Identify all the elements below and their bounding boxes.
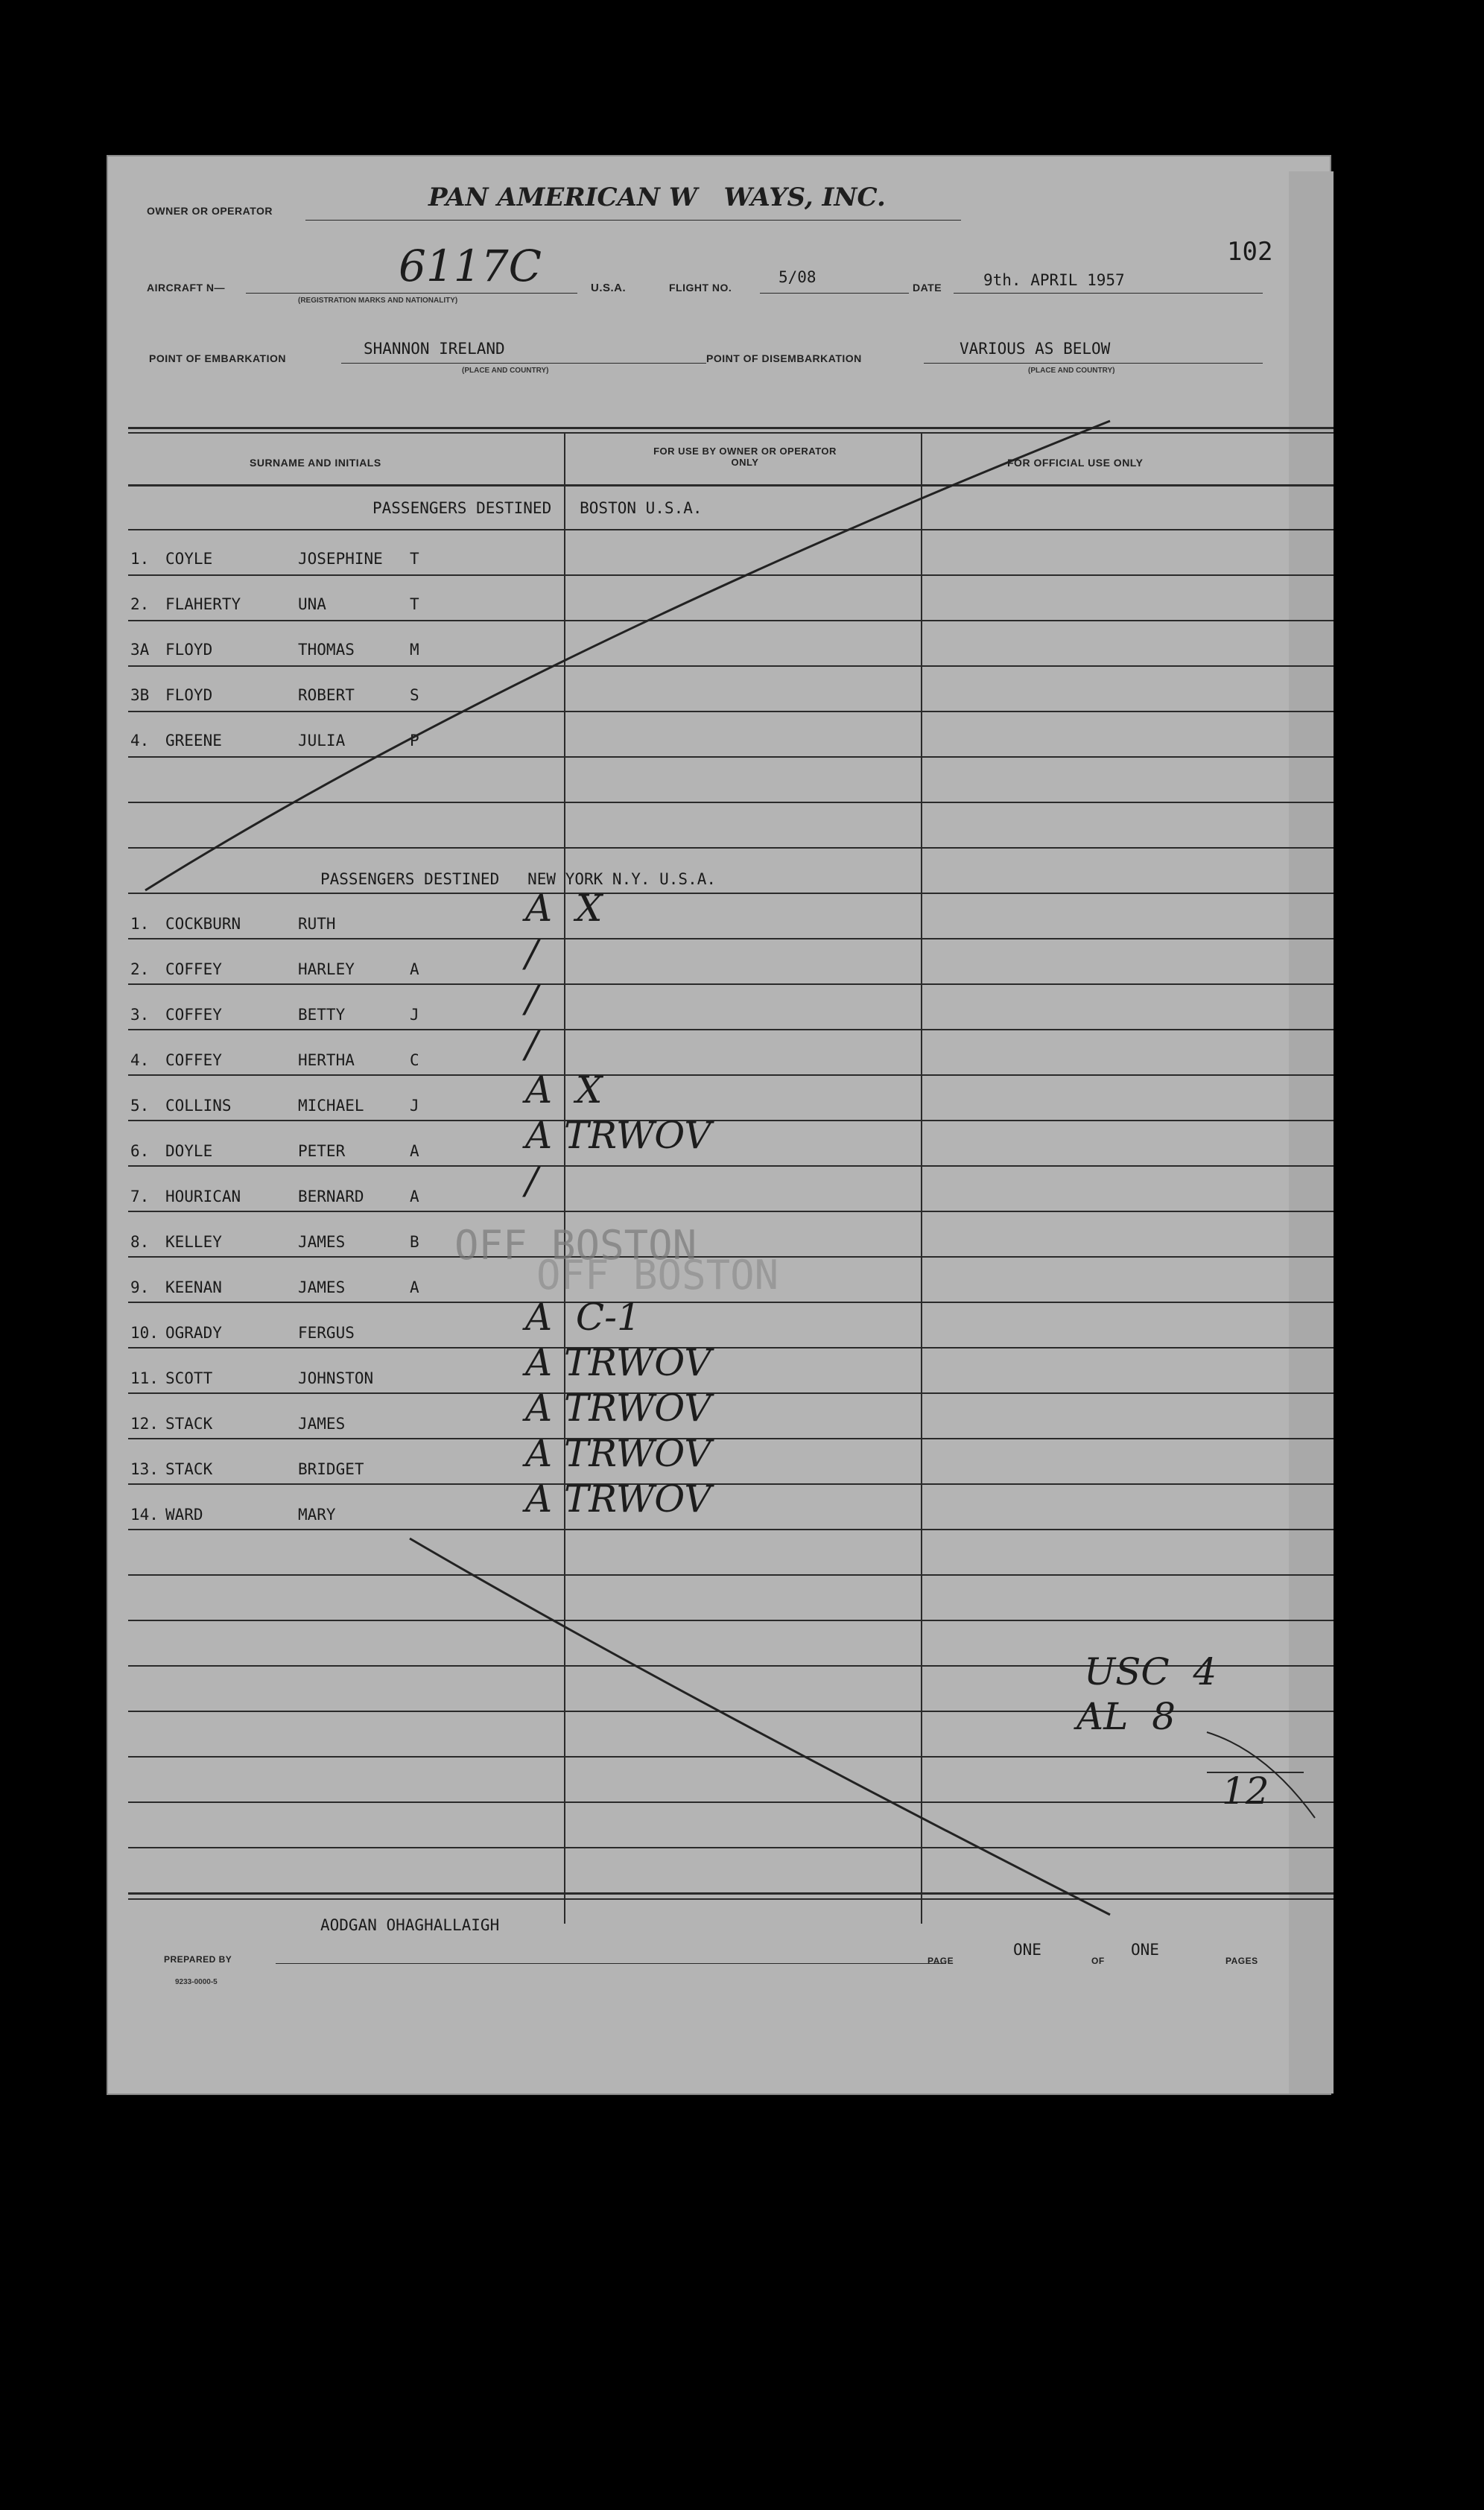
passenger-status-mark: / xyxy=(525,977,538,1021)
passenger-number: 11. xyxy=(130,1369,159,1387)
passenger-given-name: MICHAEL xyxy=(298,1097,364,1115)
disembarkation-label: POINT OF DISEMBARKATION xyxy=(706,352,862,364)
embarkation-note: (PLACE AND COUNTRY) xyxy=(462,367,549,375)
col-header-official-use: FOR OFFICIAL USE ONLY xyxy=(1007,457,1144,469)
passenger-surname: COCKBURN xyxy=(165,915,241,933)
passenger-initial: A xyxy=(410,1188,419,1205)
passenger-surname: SCOTT xyxy=(165,1369,213,1387)
prepared-underline xyxy=(276,1963,946,1964)
passenger-status-mark: A C-1 xyxy=(525,1296,641,1339)
passenger-initial: C xyxy=(410,1051,419,1069)
passenger-surname: COFFEY xyxy=(165,960,222,978)
passenger-given-name: JAMES xyxy=(298,1415,346,1433)
aircraft-label: AIRCRAFT N— xyxy=(147,282,226,294)
passenger-surname: KELLEY xyxy=(165,1233,222,1251)
passenger-status-mark: A TRWOV xyxy=(525,1477,711,1521)
passenger-number: 2. xyxy=(130,960,150,978)
passenger-initial: T xyxy=(410,595,419,613)
passenger-number: 12. xyxy=(130,1415,159,1433)
passenger-surname: DOYLE xyxy=(165,1142,213,1160)
passenger-status-mark: A TRWOV xyxy=(525,1432,711,1475)
form-code: 9233-0000-5 xyxy=(175,1978,218,1986)
passenger-number: 14. xyxy=(130,1506,159,1524)
passenger-status-mark: A X xyxy=(525,1068,603,1112)
passenger-initial: M xyxy=(410,641,419,659)
passenger-surname: OGRADY xyxy=(165,1324,222,1342)
of-label: OF xyxy=(1091,1956,1105,1966)
passenger-given-name: ROBERT xyxy=(298,686,355,704)
boston-strike-line xyxy=(145,421,1110,890)
newyork-strike-line xyxy=(410,1538,1110,1915)
passenger-surname: COLLINS xyxy=(165,1097,232,1115)
passenger-surname: KEENAN xyxy=(165,1278,222,1296)
passenger-number: 9. xyxy=(130,1278,150,1296)
off-boston-stamp-echo: OFF BOSTON xyxy=(536,1252,779,1299)
passenger-given-name: FERGUS xyxy=(298,1324,355,1342)
passenger-number: 13. xyxy=(130,1460,159,1478)
passenger-surname: FLAHERTY xyxy=(165,595,241,613)
passenger-given-name: BERNARD xyxy=(298,1188,364,1205)
embarkation-label: POINT OF EMBARKATION xyxy=(149,352,286,364)
col-header-owner-use: FOR USE BY OWNER OR OPERATOR ONLY xyxy=(653,446,837,468)
passenger-given-name: HARLEY xyxy=(298,960,355,978)
passenger-number: 5. xyxy=(130,1097,150,1115)
passenger-given-name: PETER xyxy=(298,1142,346,1160)
passenger-surname: STACK xyxy=(165,1460,213,1478)
pages-label: PAGES xyxy=(1225,1956,1258,1966)
passenger-surname: COFFEY xyxy=(165,1006,222,1024)
passenger-given-name: BRIDGET xyxy=(298,1460,364,1478)
page-value: ONE xyxy=(1013,1941,1041,1959)
passenger-surname: STACK xyxy=(165,1415,213,1433)
passenger-number: 10. xyxy=(130,1324,159,1342)
col-header-surname: SURNAME AND INITIALS xyxy=(250,457,381,469)
passenger-number: 1. xyxy=(130,550,150,568)
passenger-initial: J xyxy=(410,1006,419,1024)
passenger-surname: FLOYD xyxy=(165,686,213,704)
passenger-initial: B xyxy=(410,1233,419,1251)
passenger-surname: HOURICAN xyxy=(165,1188,241,1205)
disembarkation-note: (PLACE AND COUNTRY) xyxy=(1028,367,1115,375)
passenger-given-name: RUTH xyxy=(298,915,336,933)
passenger-number: 3B xyxy=(130,686,150,704)
passenger-status-mark: A TRWOV xyxy=(525,1114,711,1157)
passenger-given-name: JOSEPHINE xyxy=(298,550,383,568)
disembarkation-value: VARIOUS AS BELOW xyxy=(960,340,1111,358)
passenger-initial: A xyxy=(410,960,419,978)
passenger-given-name: JAMES xyxy=(298,1233,346,1251)
passenger-surname: GREENE xyxy=(165,732,222,749)
passenger-status-mark: A X xyxy=(525,887,603,930)
passenger-surname: WARD xyxy=(165,1506,203,1524)
passenger-number: 1. xyxy=(130,915,150,933)
passenger-given-name: JAMES xyxy=(298,1278,346,1296)
passenger-initial: P xyxy=(410,732,419,749)
aircraft-number: 6117C xyxy=(399,241,542,291)
signatory-name: AODGAN OHAGHALLAIGH xyxy=(320,1916,500,1934)
tally-usc: USC 4 xyxy=(1084,1650,1217,1693)
passenger-initial: S xyxy=(410,686,419,704)
passenger-number: 8. xyxy=(130,1233,150,1251)
page-number: 102 xyxy=(1227,237,1273,267)
passenger-given-name: UNA xyxy=(298,595,326,613)
passenger-status-mark: A TRWOV xyxy=(525,1386,711,1430)
passenger-given-name: MARY xyxy=(298,1506,336,1524)
passenger-number: 4. xyxy=(130,732,150,749)
registration-note: (REGISTRATION MARKS AND NATIONALITY) xyxy=(298,297,458,305)
date-value: 9th. APRIL 1957 xyxy=(983,271,1125,289)
passenger-status-mark: A TRWOV xyxy=(525,1341,711,1384)
passenger-status-mark: / xyxy=(525,1023,538,1066)
passenger-initial: J xyxy=(410,1097,419,1115)
flight-label: FLIGHT NO. xyxy=(669,282,732,294)
passenger-given-name: THOMAS xyxy=(298,641,355,659)
passenger-initial: T xyxy=(410,550,419,568)
owner-label: OWNER OR OPERATOR xyxy=(147,205,273,217)
date-label: DATE xyxy=(913,282,942,294)
passenger-number: 4. xyxy=(130,1051,150,1069)
passenger-surname: COYLE xyxy=(165,550,213,568)
of-value: ONE xyxy=(1131,1941,1159,1959)
operator-name: PAN AMERICAN W WAYS, INC. xyxy=(428,183,886,212)
passenger-number: 2. xyxy=(130,595,150,613)
passenger-number: 6. xyxy=(130,1142,150,1160)
newyork-heading: PASSENGERS DESTINED NEW YORK N.Y. U.S.A. xyxy=(320,870,717,888)
passenger-surname: FLOYD xyxy=(165,641,213,659)
passenger-given-name: BETTY xyxy=(298,1006,346,1024)
tally-al: AL 8 xyxy=(1076,1695,1176,1738)
passenger-status-mark: / xyxy=(525,932,538,975)
passenger-number: 3A xyxy=(130,641,150,659)
flight-number: 5/08 xyxy=(779,268,816,286)
passenger-surname: COFFEY xyxy=(165,1051,222,1069)
passenger-given-name: HERTHA xyxy=(298,1051,355,1069)
passenger-initial: A xyxy=(410,1278,419,1296)
tally-curve xyxy=(1207,1732,1315,1818)
passenger-given-name: JULIA xyxy=(298,732,346,749)
page-label: PAGE xyxy=(928,1956,954,1966)
passenger-number: 3. xyxy=(130,1006,150,1024)
passenger-given-name: JOHNSTON xyxy=(298,1369,374,1387)
passenger-number: 7. xyxy=(130,1188,150,1205)
tally-total: 12 xyxy=(1222,1769,1269,1813)
passenger-status-mark: / xyxy=(525,1159,538,1202)
embarkation-value: SHANNON IRELAND xyxy=(364,340,505,358)
boston-heading: PASSENGERS DESTINED BOSTON U.S.A. xyxy=(372,499,703,517)
off-boston-stamp: OFF BOSTON xyxy=(454,1222,697,1269)
prepared-label: PREPARED BY xyxy=(164,1954,232,1965)
nationality: U.S.A. xyxy=(591,282,627,294)
passenger-initial: A xyxy=(410,1142,419,1160)
